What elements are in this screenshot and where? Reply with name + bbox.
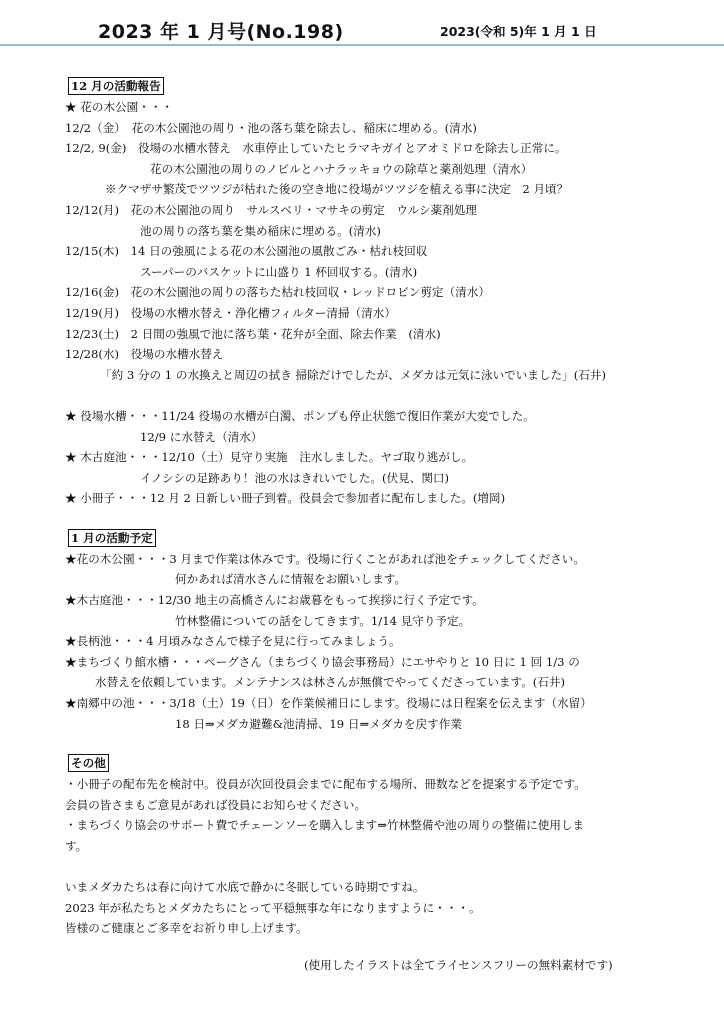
other-line: す。 [65, 839, 88, 853]
report-line: スーパーのバスケットに山盛り 1 杯回収する。(清水) [140, 264, 418, 279]
report-note: ※クマザサ繁茂でツツジが枯れた後の空き地に役場がツツジを植える事に決定 2 月頃？ [105, 182, 569, 197]
report-item-continuation: イノシシの足跡あり！池の水はきれいでした。(伏見、関口) [140, 470, 450, 485]
closing-line: いまメダカたちは春に向けて水底で静かに冬眠している時期ですね。 [65, 880, 425, 895]
spacer [65, 385, 665, 406]
other-line: ・小冊子の配布先を検討中。役員が次回役員会までに配布する場所、冊数などを提案する予定です。 [65, 777, 586, 792]
report-quote: 「約 3 分の 1 の水換えと周辺の拭き 掃除だけでしたが、メダカは元気に泳いでいました」(石井) [100, 367, 606, 382]
report-item: ★ 木古庭池・・・12/10（土）見守り実施 注水しました。ヤゴ取り逃がし。 [65, 450, 474, 465]
report-item-continuation: 12/9 に水替え（清水） [140, 429, 263, 444]
report-line: ★ 花の木公園・・・ [65, 100, 174, 114]
report-line: 12/2, 9(金) 役場の水槽水替え 水車停止していたヒラマキガイとアオミドロを除去し正常に。 [65, 141, 567, 156]
plan-line: 竹林整備についての話をしてきます。1/14 見守り予定。 [175, 613, 471, 628]
newsletter-header [0, 0, 724, 46]
plan-line: 18 日⇒メダカ避難&池清掃、19 日⇒メダカを戻す作業 [175, 716, 462, 731]
closing-line: 2023 年が私たちとメダカたちにとって平穏無事な年になりますように・・・。 [65, 900, 481, 915]
december-report-section [65, 75, 665, 509]
issue-title: 2023 年 1 月号(No.198) [98, 21, 344, 43]
report-line: 12/16(金) 花の木公園池の周りの落ちた枯れ枝回収・レッドロビン剪定（清水） [65, 285, 490, 300]
issue-date: 2023(令和 5)年 1 月 1 日 [440, 24, 597, 39]
plan-line: ★木古庭池・・・12/30 地主の高橋さんにお歳暮をもって挨拶に行く予定です。 [65, 593, 484, 608]
report-line: 12/28(水) 役場の水槽水替え [65, 347, 224, 362]
report-line: 12/19(月) 役場の水槽水替え・浄化槽フィルター清掃（清水） [65, 305, 396, 320]
section-heading-january: 1 月の活動予定 [68, 529, 156, 547]
plan-line: ★南郷中の池・・・3/18（土）19（日）を作業候補日にします。役場には日程案を伝えます（水留） [65, 696, 592, 711]
report-item: ★ 小冊子・・・12 月 2 日新しい冊子到着。役員会で参加者に配布しました。(増岡) [65, 491, 506, 506]
report-line: 12/15(木) 14 日の強風による花の木公園池の風散ごみ・枯れ枝回収 [65, 244, 428, 259]
report-line: 12/23(土) 2 日間の強風で池に落ち葉・花弁が全面、除去作業 (清水) [65, 326, 441, 341]
license-footnote: (使用したイラストは全てライセンスフリーの無料素材です) [304, 958, 613, 972]
plan-line: ★花の木公園・・・3 月まで作業は休みです。役場に行くことがあれば池をチェックしてください。 [65, 551, 585, 566]
newsletter-body [65, 75, 665, 939]
plan-line: 水替えを依頼しています。メンテナンスは林さんが無償でやってくださっています。(石井) [95, 675, 566, 690]
closing-line: 皆様のご健康とご多幸をお祈り申し上げます。 [65, 921, 308, 936]
header-divider [0, 44, 724, 46]
report-item: ★ 役場水槽・・・11/24 役場の水槽が白濁、ポンプも停止状態で復旧作業が大変でした。 [65, 408, 535, 423]
report-line: 池の周りの落ち葉を集め稲床に埋める。(清水) [140, 223, 381, 238]
spacer [65, 857, 665, 878]
plan-line: 何かあれば清水さんに情報をお願いします。 [175, 572, 406, 587]
january-plan-section [65, 527, 665, 734]
section-heading-december: 12 月の活動報告 [68, 77, 164, 95]
other-section [65, 752, 665, 939]
report-line: 花の木公園池の周りのノビルとハナラッキョウの除草と薬剤処理（清水） [150, 161, 533, 176]
report-line: 12/12(月) 花の木公園池の周り サルスベリ・マサキの剪定 ウルシ薬剤処理 [65, 202, 477, 217]
section-heading-other: その他 [68, 754, 109, 772]
plan-line: ★まちづくり館水槽・・・ペーグさん（まちづくり協会事務局）にエサやりと 10 日に 1 回 1/3 の [65, 654, 580, 669]
report-line: 12/2（金） 花の木公園池の周り・池の落ち葉を除去し、稲床に埋める。(清水) [65, 120, 477, 135]
other-line: 会員の皆さまもご意見があれば役員にお知らせください。 [65, 797, 367, 812]
other-line: ・まちづくり協会のサポート費でチェーンソーを購入します⇒竹林整備や池の周りの整備に使用しま [65, 818, 585, 833]
plan-line: ★長柄池・・・4 月頃みなさんで様子を見に行ってみましょう。 [65, 634, 401, 649]
